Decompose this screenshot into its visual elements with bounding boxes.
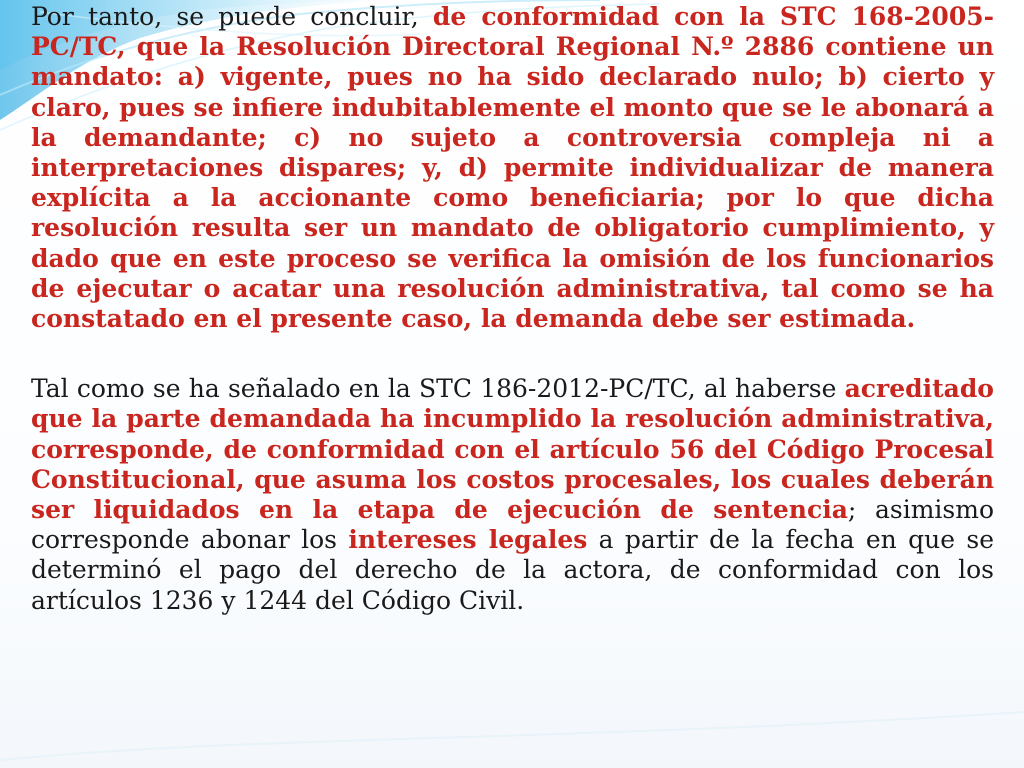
text-run: Tal como se ha señalado en la STC 186-2012-PC/TC, al haberse xyxy=(31,374,845,404)
highlighted-text-run: acreditado que la parte demandada ha incumplido la resolución administrativa, corresponde, de conformidad con el artículo 56 del Código Procesal Constitucional, que asuma los costos procesales, los cuales deberán ser liquidados en la etapa de ejecución de sentencia xyxy=(31,374,994,525)
slide-body-text xyxy=(31,2,994,616)
highlighted-text-run: intereses legales xyxy=(348,525,588,555)
paragraph-conclusion xyxy=(31,2,994,334)
bottom-wave-line xyxy=(0,712,1024,760)
text-run: a partir de la fecha en que se determinó el pago del derecho de la actora, de conformidad con los artículos 1236 y 1244 del Código Civil. xyxy=(31,525,994,615)
paragraph-costs-interest xyxy=(31,374,994,616)
text-run: ; asimismo corresponde abonar los xyxy=(31,495,995,555)
highlighted-text-run: de conformidad con la STC 168-2005-PC/TC, que la Resolución Directoral Regional N.º 2886 contiene un mandato: a) vigente, pues no ha sido declarado nulo; b) cierto y claro, pues se infiere indubitablemente el monto que se le abonará a la demandante; c) no sujeto a controversia compleja ni a interpretaciones dispares; y, d) permite individualizar de manera explícita a la accionante como beneficiaria; por lo que dicha resolución resulta ser un mandato de obligatorio cumplimiento, y dado que en este proceso se verifica la omisión de los funcionarios de ejecutar o acatar una resolución administrativa, tal como se ha constatado en el presente caso, la demanda debe ser estimada. xyxy=(31,2,994,334)
text-run: Por tanto, se puede concluir, xyxy=(31,2,433,31)
